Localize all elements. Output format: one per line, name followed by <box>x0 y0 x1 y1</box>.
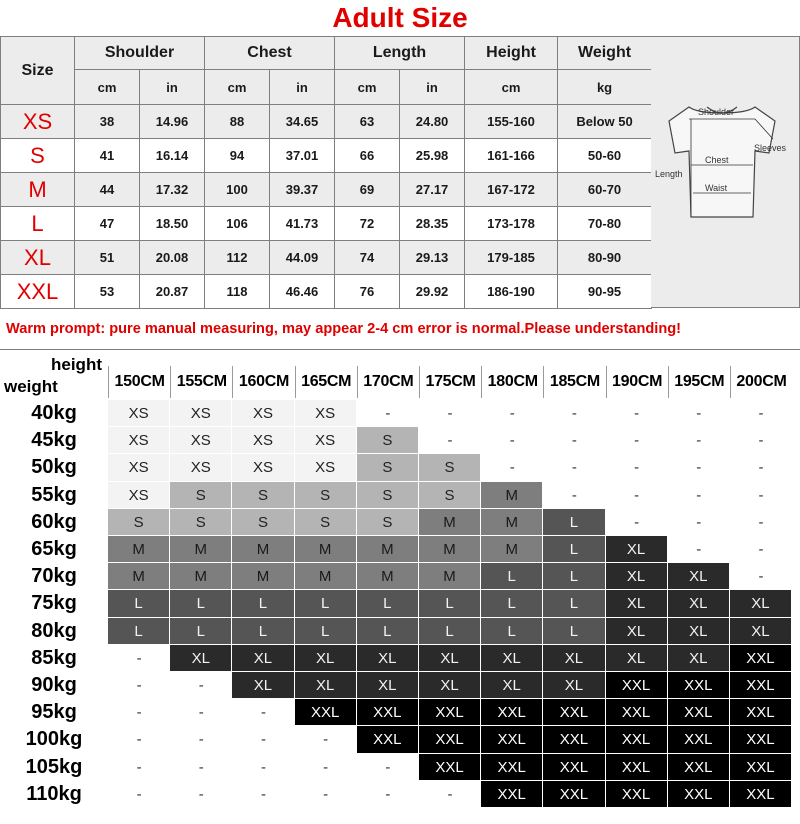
weight-row <box>0 590 800 617</box>
size-value-cell: 37.01 <box>270 139 335 173</box>
size-value-cell: 80-90 <box>558 241 652 275</box>
size-cell: M <box>295 536 357 563</box>
weight-label: 65kg <box>31 538 77 560</box>
size-cell: XS <box>170 400 232 427</box>
size-cell: - <box>170 672 232 699</box>
unit-cell: in <box>270 70 335 105</box>
weight-row <box>0 699 800 726</box>
size-cell: - <box>170 726 232 753</box>
height-column-label: 190CM <box>606 366 668 398</box>
size-cell: - <box>606 427 668 454</box>
diagram-sleeves-label: Sleeves <box>754 143 787 153</box>
height-column-label: 185CM <box>543 366 605 398</box>
size-cell: - <box>108 726 170 753</box>
size-value-cell: 41 <box>75 139 140 173</box>
size-value-cell: 167-172 <box>465 173 558 207</box>
size-cell: L <box>232 590 294 617</box>
size-cell: XXL <box>606 781 668 808</box>
size-cell: XL <box>357 672 419 699</box>
size-cell: XXL <box>295 699 357 726</box>
size-cell: L <box>357 590 419 617</box>
height-header: Height <box>465 37 558 70</box>
size-value-cell: 70-80 <box>558 207 652 241</box>
size-cell: - <box>606 400 668 427</box>
warning-note: Warm prompt: pure manual measuring, may appear 2-4 cm error is normal.Please understanding! <box>0 308 800 350</box>
size-value-cell: 24.80 <box>400 105 465 139</box>
size-cell: - <box>232 726 294 753</box>
size-cell: - <box>108 781 170 808</box>
height-column-label: 160CM <box>232 366 294 398</box>
weight-label: 75kg <box>31 592 77 615</box>
size-value-cell: 90-95 <box>558 275 652 309</box>
size-cell: XL <box>357 645 419 672</box>
size-cell: - <box>730 482 792 509</box>
size-cell: XS <box>108 427 170 454</box>
size-cell: S <box>419 482 481 509</box>
size-cell: S <box>357 482 419 509</box>
size-cell: L <box>481 618 543 645</box>
size-cell: - <box>730 427 792 454</box>
size-label: S <box>1 139 75 173</box>
size-cell: - <box>295 781 357 808</box>
size-cell: - <box>419 400 481 427</box>
size-cell: - <box>730 563 792 590</box>
height-column-label: 175CM <box>419 366 481 398</box>
size-cell: XL <box>730 590 792 617</box>
size-value-cell: 20.87 <box>140 275 205 309</box>
size-cell: XS <box>108 454 170 481</box>
size-cell: XL <box>481 672 543 699</box>
size-cell: XXL <box>606 754 668 781</box>
size-label: L <box>1 207 75 241</box>
size-value-cell: 94 <box>205 139 270 173</box>
size-cell: L <box>543 509 605 536</box>
size-cell: XXL <box>730 699 792 726</box>
height-column-label: 150CM <box>108 366 170 398</box>
size-cell: XL <box>606 618 668 645</box>
size-cell: XS <box>232 427 294 454</box>
size-cell: S <box>232 482 294 509</box>
size-row <box>1 173 652 207</box>
size-cell: - <box>170 699 232 726</box>
size-value-cell: 29.92 <box>400 275 465 309</box>
size-cell: XL <box>543 672 605 699</box>
weight-row <box>0 781 800 808</box>
size-cell: M <box>170 563 232 590</box>
unit-cell: cm <box>335 70 400 105</box>
size-cell: L <box>543 618 605 645</box>
size-cell: XS <box>170 427 232 454</box>
size-cell: M <box>232 563 294 590</box>
size-cell: XS <box>108 482 170 509</box>
size-cell: M <box>419 563 481 590</box>
size-value-cell: 16.14 <box>140 139 205 173</box>
size-cell: XS <box>295 400 357 427</box>
size-row <box>1 241 652 275</box>
weight-label: 90kg <box>31 674 77 696</box>
size-cell: - <box>668 400 730 427</box>
size-cell: - <box>357 754 419 781</box>
size-cell: M <box>419 509 481 536</box>
size-value-cell: 25.98 <box>400 139 465 173</box>
size-value-cell: 50-60 <box>558 139 652 173</box>
weight-label: 95kg <box>31 701 77 724</box>
size-cell: XXL <box>730 645 792 672</box>
weight-row <box>0 672 800 699</box>
size-cell: M <box>481 482 543 509</box>
weight-row <box>0 618 800 645</box>
size-cell: L <box>357 618 419 645</box>
height-column-label: 180CM <box>481 366 543 398</box>
size-cell: - <box>357 781 419 808</box>
size-cell: L <box>170 618 232 645</box>
size-cell: XS <box>108 400 170 427</box>
height-weight-chart <box>0 352 800 824</box>
size-cell: S <box>232 509 294 536</box>
size-cell: XXL <box>668 699 730 726</box>
size-cell: - <box>606 509 668 536</box>
size-cell: L <box>543 536 605 563</box>
length-header: Length <box>335 37 465 70</box>
weight-label: 55kg <box>31 483 77 506</box>
size-value-cell: 74 <box>335 241 400 275</box>
size-value-cell: 47 <box>75 207 140 241</box>
height-columns <box>108 366 792 398</box>
size-cell: XXL <box>606 726 668 753</box>
size-row <box>1 105 652 139</box>
size-cell: XXL <box>668 726 730 753</box>
size-cell: XXL <box>481 754 543 781</box>
size-cell: - <box>668 427 730 454</box>
size-header: Size <box>1 37 75 105</box>
size-cell: XXL <box>543 726 605 753</box>
size-value-cell: 112 <box>205 241 270 275</box>
size-cell: L <box>543 590 605 617</box>
size-label: XXL <box>1 275 75 309</box>
size-cell: - <box>108 699 170 726</box>
size-cell: XXL <box>543 781 605 808</box>
size-cell: M <box>357 536 419 563</box>
unit-cell: cm <box>205 70 270 105</box>
size-cell: L <box>108 618 170 645</box>
size-label: XL <box>1 241 75 275</box>
size-cell: XS <box>232 454 294 481</box>
weight-label: 45kg <box>31 429 77 452</box>
size-cell: XXL <box>730 781 792 808</box>
size-cell: XXL <box>668 754 730 781</box>
size-cell: - <box>108 645 170 672</box>
size-cell: M <box>108 536 170 563</box>
size-value-cell: 60-70 <box>558 173 652 207</box>
size-value-cell: 27.17 <box>400 173 465 207</box>
size-cell: S <box>108 509 170 536</box>
size-cell: - <box>730 454 792 481</box>
weight-label: 40kg <box>31 402 77 424</box>
weight-row <box>0 754 800 781</box>
height-column-label: 195CM <box>668 366 730 398</box>
diagram-shoulder-label: Shoulder <box>698 107 735 117</box>
size-table-header <box>1 37 652 70</box>
size-cell: - <box>481 427 543 454</box>
size-value-cell: 44 <box>75 173 140 207</box>
size-cell: XXL <box>481 699 543 726</box>
size-value-cell: 38 <box>75 105 140 139</box>
unit-cell: in <box>400 70 465 105</box>
size-cell: XL <box>295 645 357 672</box>
weight-label: 70kg <box>31 565 77 588</box>
size-value-cell: 34.65 <box>270 105 335 139</box>
size-cell: XXL <box>730 726 792 753</box>
size-cell: M <box>295 563 357 590</box>
size-value-cell: 41.73 <box>270 207 335 241</box>
chart-corner <box>0 352 108 398</box>
size-cell: - <box>232 754 294 781</box>
size-value-cell: 155-160 <box>465 105 558 139</box>
size-cell: - <box>295 754 357 781</box>
size-cell: XXL <box>419 726 481 753</box>
size-cell: XXL <box>730 672 792 699</box>
size-cell: XL <box>170 645 232 672</box>
size-cell: - <box>668 536 730 563</box>
weight-row <box>0 427 800 454</box>
size-cell: - <box>730 536 792 563</box>
size-cell: M <box>357 563 419 590</box>
unit-cell: cm <box>465 70 558 105</box>
size-cell: L <box>481 563 543 590</box>
size-cell: XL <box>668 590 730 617</box>
size-row <box>1 275 652 309</box>
height-column-label: 200CM <box>730 366 792 398</box>
size-cell: - <box>543 400 605 427</box>
size-cell: XXL <box>606 699 668 726</box>
weight-row <box>0 400 800 427</box>
diagram-waist-label: Waist <box>705 183 728 193</box>
size-value-cell: 44.09 <box>270 241 335 275</box>
size-value-cell: 18.50 <box>140 207 205 241</box>
weight-row <box>0 536 800 563</box>
size-cell: XL <box>295 672 357 699</box>
size-cell: XL <box>232 645 294 672</box>
weight-row <box>0 482 800 509</box>
size-value-cell: 63 <box>335 105 400 139</box>
weight-header: Weight <box>558 37 652 70</box>
unit-cell: cm <box>75 70 140 105</box>
size-cell: M <box>170 536 232 563</box>
weight-row <box>0 454 800 481</box>
size-cell: L <box>419 618 481 645</box>
unit-cell: kg <box>558 70 652 105</box>
size-cell: - <box>730 509 792 536</box>
size-value-cell: 51 <box>75 241 140 275</box>
size-cell: XXL <box>668 781 730 808</box>
size-value-cell: 17.32 <box>140 173 205 207</box>
size-cell: - <box>419 781 481 808</box>
size-cell: XL <box>232 672 294 699</box>
size-cell: - <box>543 482 605 509</box>
size-cell: L <box>419 590 481 617</box>
size-cell: M <box>419 536 481 563</box>
size-row <box>1 139 652 173</box>
size-cell: XXL <box>481 781 543 808</box>
size-cell: L <box>232 618 294 645</box>
weight-row <box>0 726 800 753</box>
size-cell: L <box>170 590 232 617</box>
weight-label: 110kg <box>26 782 82 805</box>
size-cell: - <box>357 400 419 427</box>
weight-label: 105kg <box>25 755 83 778</box>
height-column-label: 155CM <box>170 366 232 398</box>
size-cell: - <box>295 726 357 753</box>
size-cell: S <box>419 454 481 481</box>
size-cell: - <box>481 400 543 427</box>
size-value-cell: 186-190 <box>465 275 558 309</box>
size-cell: S <box>295 509 357 536</box>
size-value-cell: 106 <box>205 207 270 241</box>
size-cell: XL <box>668 563 730 590</box>
size-value-cell: 88 <box>205 105 270 139</box>
size-value-cell: 39.37 <box>270 173 335 207</box>
size-value-cell: Below 50 <box>558 105 652 139</box>
size-cell: - <box>668 482 730 509</box>
size-cell: XXL <box>357 726 419 753</box>
size-cell: - <box>170 754 232 781</box>
size-cell: M <box>481 536 543 563</box>
weight-label: 80kg <box>31 619 77 642</box>
size-cell: XXL <box>543 699 605 726</box>
size-value-cell: 46.46 <box>270 275 335 309</box>
size-value-cell: 20.08 <box>140 241 205 275</box>
size-row <box>1 207 652 241</box>
size-cell: XS <box>295 454 357 481</box>
size-cell: L <box>108 590 170 617</box>
size-cell: L <box>295 618 357 645</box>
size-value-cell: 118 <box>205 275 270 309</box>
tshirt-diagram <box>651 36 800 308</box>
size-cell: XL <box>606 590 668 617</box>
size-cell: L <box>295 590 357 617</box>
size-label: M <box>1 173 75 207</box>
size-cell: XXL <box>668 672 730 699</box>
weight-label: 60kg <box>31 510 77 533</box>
size-label: XS <box>1 105 75 139</box>
size-cell: - <box>481 454 543 481</box>
height-column-label: 165CM <box>295 366 357 398</box>
size-cell: - <box>668 509 730 536</box>
size-cell: XS <box>170 454 232 481</box>
size-cell: - <box>730 400 792 427</box>
size-value-cell: 14.96 <box>140 105 205 139</box>
size-cell: XL <box>668 645 730 672</box>
weight-label: 100kg <box>25 728 83 751</box>
tshirt-icon <box>651 37 800 309</box>
size-value-cell: 173-178 <box>465 207 558 241</box>
shoulder-header: Shoulder <box>75 37 205 70</box>
size-cell: S <box>357 454 419 481</box>
size-cell: XXL <box>606 672 668 699</box>
size-cell: XS <box>295 427 357 454</box>
size-cell: XL <box>419 672 481 699</box>
weight-label: 85kg <box>31 646 77 669</box>
unit-row <box>1 70 652 105</box>
size-cell: S <box>170 509 232 536</box>
size-cell: - <box>606 482 668 509</box>
size-cell: S <box>357 509 419 536</box>
size-cell: - <box>232 781 294 808</box>
page-title: Adult Size <box>332 2 468 33</box>
size-value-cell: 53 <box>75 275 140 309</box>
unit-cell: in <box>140 70 205 105</box>
size-value-cell: 29.13 <box>400 241 465 275</box>
size-table <box>0 36 652 309</box>
weight-label: 50kg <box>31 456 77 479</box>
size-cell: XL <box>730 618 792 645</box>
size-value-cell: 69 <box>335 173 400 207</box>
diagram-chest-label: Chest <box>705 155 729 165</box>
diagram-length-label: Length <box>655 169 683 179</box>
size-cell: XXL <box>419 699 481 726</box>
size-cell: S <box>357 427 419 454</box>
size-cell: XL <box>606 536 668 563</box>
weight-axis-label: weight <box>4 377 58 396</box>
size-cell: XXL <box>419 754 481 781</box>
size-cell: XXL <box>543 754 605 781</box>
size-value-cell: 72 <box>335 207 400 241</box>
size-cell: - <box>232 699 294 726</box>
weight-row <box>0 509 800 536</box>
weight-row <box>0 563 800 590</box>
size-cell: S <box>170 482 232 509</box>
size-cell: M <box>108 563 170 590</box>
size-cell: XS <box>232 400 294 427</box>
size-cell: L <box>481 590 543 617</box>
size-cell: XL <box>481 645 543 672</box>
size-cell: M <box>232 536 294 563</box>
size-value-cell: 161-166 <box>465 139 558 173</box>
chest-header: Chest <box>205 37 335 70</box>
size-cell: XL <box>419 645 481 672</box>
size-value-cell: 28.35 <box>400 207 465 241</box>
size-cell: - <box>606 454 668 481</box>
size-value-cell: 66 <box>335 139 400 173</box>
size-cell: - <box>543 427 605 454</box>
size-cell: XXL <box>481 726 543 753</box>
height-column-label: 170CM <box>357 366 419 398</box>
size-cell: - <box>108 672 170 699</box>
size-cell: - <box>668 454 730 481</box>
size-cell: L <box>543 563 605 590</box>
size-cell: - <box>419 427 481 454</box>
size-cell: XXL <box>730 754 792 781</box>
size-rows <box>1 105 652 309</box>
size-value-cell: 100 <box>205 173 270 207</box>
size-cell: S <box>295 482 357 509</box>
size-value-cell: 179-185 <box>465 241 558 275</box>
size-cell: XL <box>668 618 730 645</box>
size-cell: - <box>170 781 232 808</box>
size-cell: M <box>481 509 543 536</box>
size-cell: - <box>543 454 605 481</box>
size-cell: XXL <box>357 699 419 726</box>
size-cell: XL <box>543 645 605 672</box>
size-value-cell: 76 <box>335 275 400 309</box>
height-axis-label: height <box>51 355 102 374</box>
size-cell: XL <box>606 563 668 590</box>
size-cell: XL <box>606 645 668 672</box>
weight-row <box>0 645 800 672</box>
size-cell: - <box>108 754 170 781</box>
